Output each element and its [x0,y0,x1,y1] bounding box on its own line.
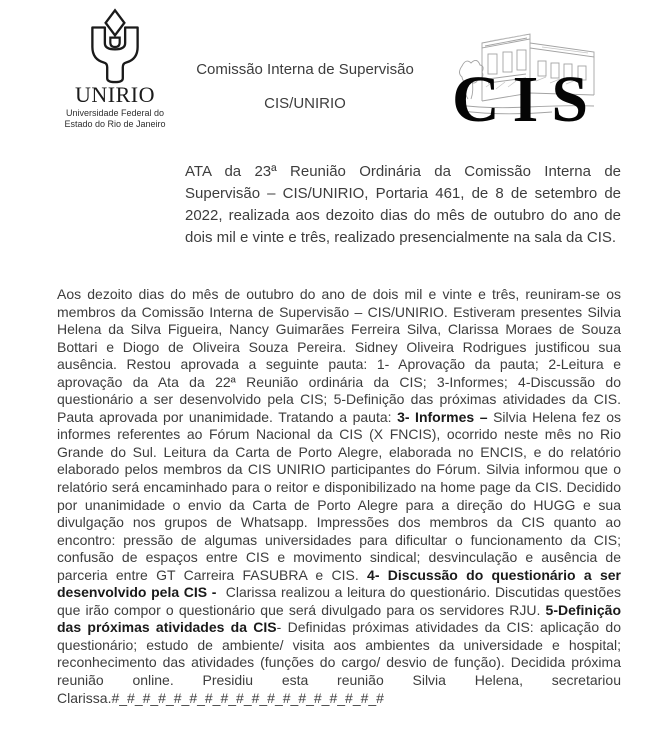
commission-title: Comissão Interna de Supervisão [196,61,414,78]
body-segment-bold: 3- Informes – [397,408,488,425]
cis-logo [452,21,602,136]
unirio-acronym: UNIRIO [75,82,155,107]
body-segment-bold: 5-Definição das próximas atividades da CIS [57,601,621,636]
unirio-logo [49,8,181,129]
cis-logo-text: CIS [452,63,602,136]
document-title-block [170,61,440,112]
unirio-subtitle-line2: Estado do Rio de Janeiro [64,118,166,129]
body-segment: Aos dezoito dias do mês de outubro do ano de dois mil e vinte e três, reuniram-se os membros da Comissão Interna de Supervisão – CIS/UNIRIO. Estiveram presentes Silvia Helena da Silva Figueira, Nancy Guimarães Ferreira Silva, Clarissa Moraes de Souza Bottari e Diogo de Oliveira Souza Pereira. Sidney Oliveira Rodrigues justificou sua ausência. Restou aprovada a seguinte pauta: 1- Aprovação da pauta; 2-Leitura e aprovação da Ata da 22ª Reunião ordinária da CIS; 3-Informes; 4-Discussão do questionário a ser desenvolvido pela CIS; 5-Definição das próximas atividades da CIS. Pauta aprovada por unanimidade. Tratando a pauta: [57,286,621,425]
body-segment: Clarissa realizou a leitura do questionário. Discutidas questões que irão compor o questionário que será divulgado para os servidores RJU. [57,584,621,618]
unirio-subtitle-line1: Universidade Federal do [65,108,165,118]
minutes-body-paragraph [57,286,621,707]
body-segment: - Definidas próximas atividades da CIS: aplicação do questionário; estudo de ambiente/ visita aos ambientes da universidade e hospital; reconhecimento das atividades (funções do cargo/ desvio de função). Decidida próxima reunião online. Presidiu esta reunião Silvia Helena, secretariou Clarissa.#_#_#_#_#_#_#_#_#_#_#_#_#_#_#_#_#_# [57,619,621,706]
unirio-subtitle [49,108,181,129]
ata-heading-paragraph: ATA da 23ª Reunião Ordinária da Comissão Interna de Supervisão – CIS/UNIRIO, Portaria 461, de 8 de setembro de 2022, realizada aos dezoito dias do mês de outubro do ano de dois mil e vinte e três, realizado presencialmente na sala da CIS. [185,163,621,246]
body-segment: Silvia Helena fez os informes referentes ao Fórum Nacional da CIS (X FNCIS), ocorrido neste mês no Rio Grande do Sul. Leitura da Carta de Porto Alegre, elaborada no ENCIS, e do relatório elaborado pelos membros da CIS UNIRIO participantes do Fórum. Silvia informou que o relatório será encaminhado para o reitor e disponibilizado na home page da CIS. Decidido por unanimidade o envio da Carta de Porto Alegre para a direção do HUGG e sua divulgação nos grupos de Whatsapp. Impressões dos membros da CIS quanto ao encontro: pressão de algumas universidades para dificultar o funcionamento da CIS; confusão de espaços entre CIS e movimento sindical; desvinculação e ausência de parceria entre GT Carreira FASUBRA e CIS. [57,408,621,583]
commission-subtitle: CIS/UNIRIO [264,95,346,112]
body-segment-bold: 4- Discussão do questionário a ser desenvolvido pela CIS - [57,566,621,601]
unirio-chalice-icon [75,8,155,86]
